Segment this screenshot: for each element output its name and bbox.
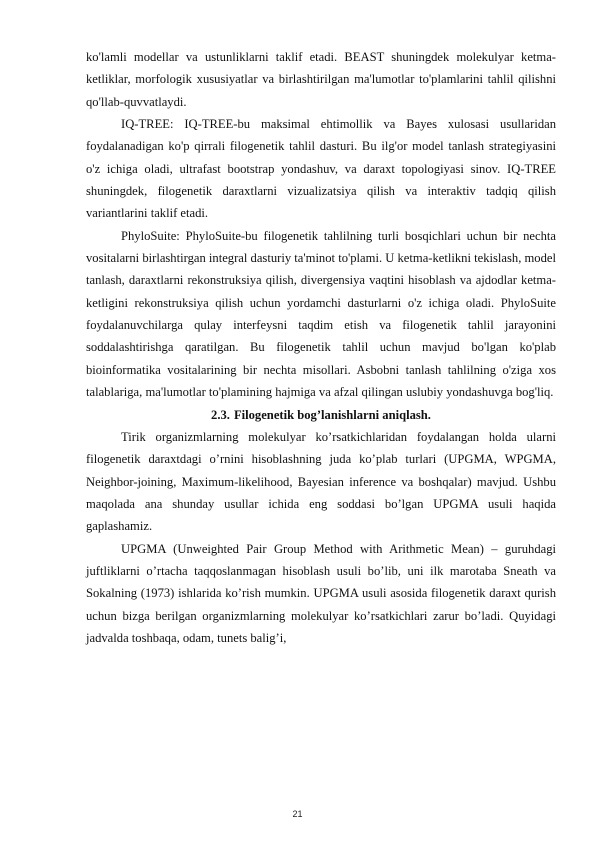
page-number: 21 (292, 809, 303, 819)
paragraph-iq-tree: IQ-TREE: IQ-TREE-bu maksimal ehtimollik va Bayes xulosasi usullaridan foydalanadigan ko'p qirrali filogenetik tahlil dasturi. Bu ilg'or model tanlash strategiyasini o'z ichiga oladi, ultrafast bootstrap yondashuv, va daraxt topologiyasi sinov. IQ-TREE shuningdek, filogenetik daraxtlarni vizualizatsiya qilish va interaktiv tadqiq qilish variantlarini taklif etadi. (86, 117, 556, 221)
paragraph-methods-overview: Tirik organizmlarning molekulyar ko’rsatkichlaridan foydalangan holda ularni filogenetik daraxtdagi o’rnini hisoblashning juda ko’plab turlari (UPGMA, WPGMA, Neighbor-joining, Maximum-likelihood, Bayesian inference va boshqalar) mavjud. Ushbu maqolada ana shunday usullar ichida eng soddasi bo’lgan UPGMA usuli haqida gaplashamiz. (86, 429, 556, 534)
page-content (86, 46, 556, 649)
section-title: Filogenetik bog’lanishlarni aniqlash. (233, 407, 431, 422)
section-number: 2.3. (211, 407, 230, 422)
paragraph-beast-continuation: ko'lamli modellar va ustunliklarni taklif etadi. BEAST shuningdek molekulyar ketma-ketliklar, morfologik xususiyatlar va birlashtirilgan ma'lumotlar to'plamlarini tahlil qilishni qo'llab-quvvatlaydi. (86, 50, 556, 109)
paragraph-upgma: UPGMA (Unweighted Pair Group Method with Arithmetic Mean) – guruhdagi juftliklarni o’rtacha taqqoslanmagan hisoblash usuli bo’lib, uni ilk marotaba Sneath va Sokalning (1973) ishlarida ko’rish mumkin. UPGMA usuli asosida filogenetik daraxt qurish uchun bizga berilgan organizmlarning molekulyar ko’rsatkichlari zarur bo’ladi. Quyidagi jadvalda toshbaqa, odam, tunets balig’i, (86, 541, 556, 645)
section-heading (86, 404, 556, 426)
paragraph-phylosuite: PhyloSuite: PhyloSuite-bu filogenetik tahlilning turli bosqichlari uchun bir nechta vositalarni birlashtirgan integral dasturiy ta'minot to'plami. U ketma-ketlikni tekislash, model tanlash, daraxtlarni rekonstruksiya qilish, divergensiya vaqtini hisoblash va ajdodlar ketma-ketligini rekonstruksiya qilish uchun yordamchi dasturlarni o'z ichiga oladi. PhyloSuite foydalanuvchilarga qulay interfeysni taqdim etish va filogenetik tahlil jarayonini soddalashtirishga qaratilgan. Bu filogenetik tahlil uchun mavjud bo'lgan ko'plab bioinformatika vositalarining bir nechta misollari. Asbobni tanlash tahlilning o'ziga xos talablariga, ma'lumotlar to'plamining hajmiga va afzal qilingan uslubiy yondashuvga bog'liq. (86, 228, 556, 400)
